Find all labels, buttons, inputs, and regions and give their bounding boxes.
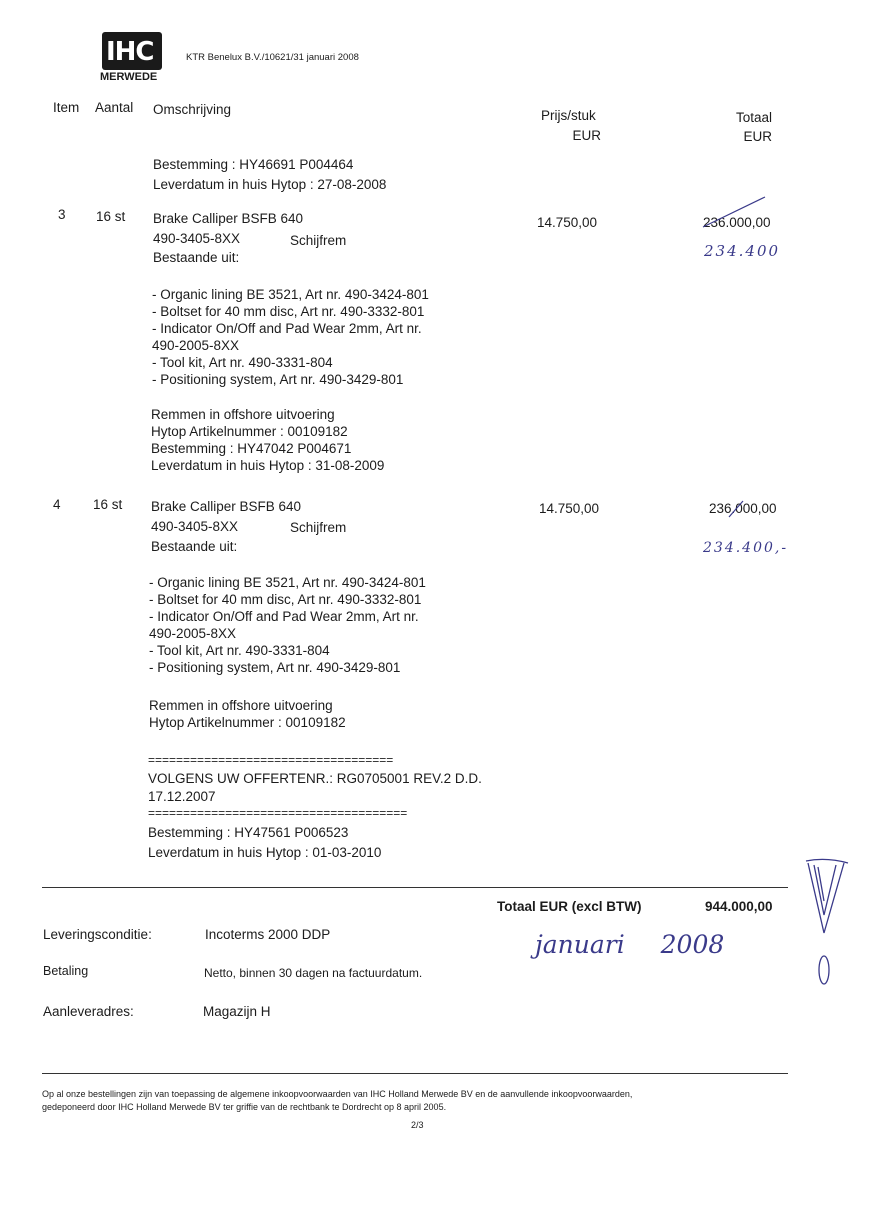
strike-mark bbox=[699, 195, 769, 235]
component-line: 490-2005-8XX bbox=[149, 626, 237, 641]
handwritten-date: januari 2008 bbox=[535, 930, 725, 959]
item-code-desc: Schijfrem bbox=[290, 233, 347, 248]
condition-label: Leveringsconditie: bbox=[43, 927, 152, 942]
col-header-aantal: Aantal bbox=[95, 100, 134, 115]
component-line: - Positioning system, Art nr. 490-3429-801 bbox=[149, 660, 401, 675]
condition-value: Magazijn H bbox=[203, 1004, 271, 1019]
note-line: Hytop Artikelnummer : 00109182 bbox=[149, 715, 346, 730]
item-total-struck bbox=[703, 215, 771, 230]
item-notes bbox=[151, 406, 384, 474]
component-line: 490-2005-8XX bbox=[152, 338, 240, 353]
offer-separator: =================================== bbox=[148, 753, 394, 767]
offer-text-l1: VOLGENS UW OFFERTENR.: RG0705001 REV.2 D.D. bbox=[148, 771, 482, 786]
component-line: - Boltset for 40 mm disc, Art nr. 490-3332-801 bbox=[149, 592, 422, 607]
carry-leverdatum: Leverdatum in huis Hytop : 27-08-2008 bbox=[153, 177, 387, 192]
component-line: - Tool kit, Art nr. 490-3331-804 bbox=[152, 355, 333, 370]
item-title: Brake Calliper BSFB 640 bbox=[151, 499, 302, 514]
document-reference: KTR Benelux B.V./10621/31 januari 2008 bbox=[186, 52, 359, 63]
item-bestaande: Bestaande uit: bbox=[151, 539, 238, 554]
item-bestaande: Bestaande uit: bbox=[153, 250, 240, 265]
component-line: - Organic lining BE 3521, Art nr. 490-3424-801 bbox=[149, 575, 426, 590]
col-header-totaal-l2: EUR bbox=[743, 129, 772, 144]
strike-mark bbox=[727, 499, 747, 519]
offer-separator: ===================================== bbox=[148, 806, 408, 820]
footer-terms-l1: Op al onze bestellingen zijn van toepassing de algemene inkoopvoorwaarden van IHC Holland Merwede BV en de aanvullende inkoopvoorwaarden, bbox=[42, 1089, 633, 1099]
component-line: - Boltset for 40 mm disc, Art nr. 490-3332-801 bbox=[152, 304, 425, 319]
page-number: 2/3 bbox=[411, 1120, 424, 1130]
company-logo bbox=[100, 32, 166, 84]
carry-bestemming: Bestemming : HY46691 P004464 bbox=[153, 157, 354, 172]
component-line: - Tool kit, Art nr. 490-3331-804 bbox=[149, 643, 330, 658]
item-price: 14.750,00 bbox=[539, 501, 600, 516]
item-code: 490-3405-8XX bbox=[151, 519, 239, 534]
item-total-struck bbox=[709, 501, 777, 516]
item-total: 236.000,00 bbox=[703, 215, 771, 230]
divider-line bbox=[42, 887, 788, 888]
note-line: Bestemming : HY47042 P004671 bbox=[151, 441, 352, 456]
condition-label: Betaling bbox=[43, 964, 89, 978]
footer-divider bbox=[42, 1073, 788, 1074]
col-header-prijs-l1: Prijs/stuk bbox=[541, 108, 596, 123]
note-line: Leverdatum in huis Hytop : 31-08-2009 bbox=[151, 458, 385, 473]
component-line: - Positioning system, Art nr. 490-3429-801 bbox=[152, 372, 404, 387]
note-line: Remmen in offshore uitvoering bbox=[149, 698, 333, 713]
item-code-desc: Schijfrem bbox=[290, 520, 347, 535]
offer-text-l2: 17.12.2007 bbox=[148, 789, 216, 804]
item-notes bbox=[149, 697, 346, 731]
item-handwritten-total: 234.400 bbox=[704, 242, 781, 260]
note-line: Remmen in offshore uitvoering bbox=[151, 407, 335, 422]
item-components bbox=[152, 286, 429, 388]
item-title: Brake Calliper BSFB 640 bbox=[153, 211, 304, 226]
logo-text: IHC bbox=[106, 37, 154, 67]
note-line: Hytop Artikelnummer : 00109182 bbox=[151, 424, 348, 439]
total-label: Totaal EUR (excl BTW) bbox=[497, 899, 642, 914]
col-header-omschrijving: Omschrijving bbox=[153, 102, 232, 117]
condition-value: Incoterms 2000 DDP bbox=[205, 927, 331, 942]
item-number: 4 bbox=[53, 497, 61, 512]
component-line: - Indicator On/Off and Pad Wear 2mm, Art nr. bbox=[149, 609, 419, 624]
item-quantity: 16 st bbox=[93, 497, 123, 512]
component-line: - Indicator On/Off and Pad Wear 2mm, Art nr. bbox=[152, 321, 422, 336]
item-handwritten-total: 234.400,- bbox=[703, 540, 789, 556]
col-header-totaal-l1: Totaal bbox=[735, 110, 772, 125]
logo-box bbox=[102, 32, 162, 70]
condition-value: Netto, binnen 30 dagen na factuurdatum. bbox=[204, 966, 423, 980]
total-value: 944.000,00 bbox=[705, 899, 773, 914]
item-code: 490-3405-8XX bbox=[153, 231, 241, 246]
item-components bbox=[149, 574, 426, 676]
item-total: 236.000,00 bbox=[709, 501, 777, 516]
component-line: - Organic lining BE 3521, Art nr. 490-3424-801 bbox=[152, 287, 429, 302]
col-header-prijs-l2: EUR bbox=[572, 128, 601, 143]
logo-subtext: MERWEDE bbox=[100, 71, 158, 83]
item-number: 3 bbox=[58, 207, 66, 222]
offer-bestemming: Bestemming : HY47561 P006523 bbox=[148, 825, 349, 840]
signature-mark bbox=[800, 855, 856, 995]
col-header-totaal bbox=[730, 109, 772, 145]
footer-terms-l2: gedeponeerd door IHC Holland Merwede BV ter griffie van de rechtbank te Dordrecht op 8 april 2005. bbox=[42, 1102, 447, 1112]
item-price: 14.750,00 bbox=[537, 215, 598, 230]
item-quantity: 16 st bbox=[96, 209, 126, 224]
col-header-item: Item bbox=[53, 100, 80, 115]
col-header-prijs bbox=[541, 107, 601, 144]
condition-label: Aanleveradres: bbox=[43, 1004, 134, 1019]
offer-leverdatum: Leverdatum in huis Hytop : 01-03-2010 bbox=[148, 845, 382, 860]
